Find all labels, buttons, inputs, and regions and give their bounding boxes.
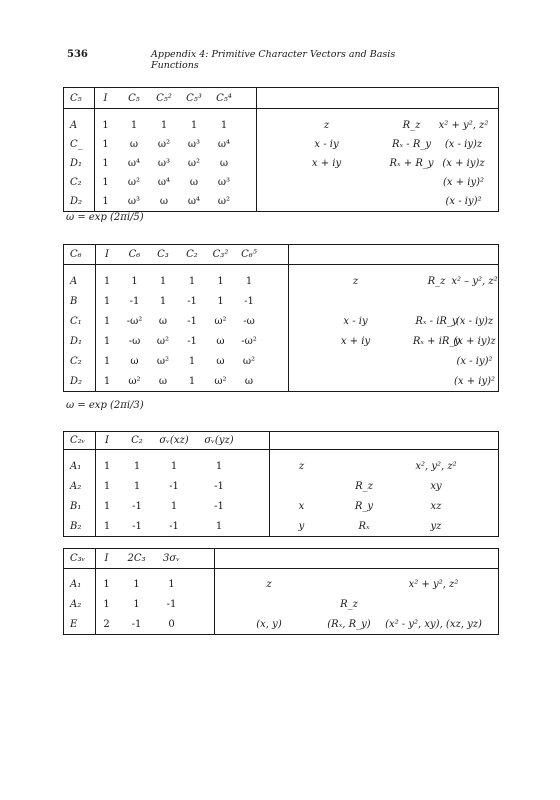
quadratic-function: (x + iy)²	[442, 177, 485, 188]
character-value: 1	[103, 578, 110, 590]
character-value: -1	[131, 618, 142, 630]
character-value: -1	[132, 520, 142, 532]
character-value: ω²	[127, 177, 141, 188]
character-value: 1	[170, 500, 178, 512]
quadratic-function: (x - iy)²	[456, 355, 493, 367]
character-value: -1	[187, 295, 197, 307]
table-row	[64, 496, 498, 516]
group-label: C₆	[70, 249, 82, 260]
quadratic-function: (x - iy)z	[455, 315, 494, 327]
group-label: C₅	[70, 92, 82, 104]
character-value: 1	[217, 295, 224, 307]
table-row	[64, 291, 498, 311]
character-value: -1	[187, 315, 197, 327]
running-title: Appendix 4: Primitive Character Vectors and Basis Functions	[151, 49, 396, 71]
character-value: 1	[103, 295, 111, 307]
quadratic-function: yz	[430, 520, 442, 532]
character-value: ω⁴	[157, 177, 171, 188]
table-row	[64, 614, 498, 634]
linear-function: x + iy	[340, 335, 371, 347]
quadratic-function: x² – y², z²	[451, 275, 498, 287]
irrep-label: C₁	[70, 315, 82, 327]
irrep-label: C₂	[70, 355, 82, 367]
character-value: 1	[103, 275, 111, 287]
character-value: 1	[103, 315, 111, 327]
table-header-row	[64, 432, 498, 450]
character-value: ω³	[127, 196, 141, 207]
quadratic-function	[369, 594, 498, 614]
character-value: ω	[129, 139, 139, 150]
class-header: C₂	[131, 435, 143, 446]
table-row	[64, 456, 498, 476]
character-value: ω	[219, 158, 229, 169]
character-value: 1	[103, 480, 111, 492]
quadratic-function: (x - iy)²	[445, 196, 482, 207]
linear-function	[234, 594, 304, 614]
rotation-function: R_y	[354, 500, 374, 512]
irrep-label: B₂	[70, 520, 82, 532]
page-header	[67, 49, 427, 71]
character-value: ω²	[187, 158, 201, 169]
irrep-label: D₁	[70, 335, 83, 347]
rotation-function: (Rₓ, R_y)	[327, 618, 371, 630]
page-number: 536	[67, 49, 88, 60]
character-value: 1	[133, 598, 140, 610]
table-row	[64, 116, 498, 135]
character-value: ω	[159, 196, 169, 207]
irrep-label: A₂	[70, 480, 82, 492]
class-header: 3σᵥ	[163, 553, 180, 564]
column-divider	[214, 549, 215, 634]
irrep-label: B	[70, 295, 78, 307]
character-value: -ω	[243, 315, 255, 327]
character-value: 1	[190, 120, 198, 131]
rotation-function: R_z	[340, 598, 358, 610]
quadratic-function: (x + iy)z	[442, 158, 485, 169]
character-value: 1	[102, 196, 109, 207]
character-value: -1	[129, 295, 140, 307]
class-header: C₃²	[212, 249, 229, 260]
table-row	[64, 271, 498, 291]
character-value: 0	[168, 618, 175, 630]
quadratic-function: xz	[430, 500, 442, 512]
character-value: -ω	[128, 335, 141, 347]
character-value: -ω²	[126, 315, 143, 327]
table-header-row	[64, 245, 498, 265]
table-row	[64, 173, 498, 192]
character-value: 1	[102, 120, 109, 131]
table-body	[64, 450, 498, 536]
character-value: ω³	[157, 158, 171, 169]
character-value: -1	[169, 480, 179, 492]
character-table	[63, 87, 499, 212]
linear-function: x	[298, 500, 305, 512]
character-value: -ω²	[241, 335, 257, 347]
column-divider	[288, 245, 289, 391]
character-value: 1	[103, 598, 110, 610]
class-header: I	[103, 92, 108, 104]
linear-function: x - iy	[314, 139, 339, 150]
irrep-label: E	[70, 618, 78, 630]
character-value: ω²	[242, 355, 256, 367]
class-header: C₆	[128, 249, 141, 260]
character-value: ω	[216, 355, 225, 367]
character-value: 1	[159, 275, 167, 287]
character-table	[63, 548, 499, 635]
table-header-row	[64, 549, 498, 569]
irrep-label: C_	[70, 139, 83, 150]
character-value: -1	[169, 520, 179, 532]
character-value: ω⁴	[217, 139, 231, 150]
quadratic-function: x² + y², z²	[438, 120, 489, 131]
character-value: 1	[215, 460, 223, 472]
column-divider	[95, 432, 96, 536]
class-header: C₃	[157, 249, 169, 260]
class-header: C₅	[128, 92, 140, 104]
character-value: ω³	[187, 139, 201, 150]
character-value: ω²	[214, 315, 227, 327]
character-value: ω³	[217, 177, 231, 188]
irrep-label: A	[70, 275, 78, 287]
rotation-function: Rₓ + R_y	[389, 158, 434, 169]
table-row	[64, 574, 498, 594]
character-value: 1	[102, 177, 109, 188]
character-value: 1	[133, 480, 141, 492]
character-value: ω	[189, 177, 199, 188]
irrep-label: B₁	[70, 500, 82, 512]
rotation-function: R_z	[355, 480, 373, 492]
irrep-label: D₁	[70, 158, 83, 169]
table-row	[64, 371, 498, 391]
group-label: C₂ᵥ	[70, 435, 86, 446]
quadratic-function: (x² - y², xy), (xz, yz)	[385, 618, 482, 630]
table-footnote: ω = exp (2πi/3)	[66, 400, 144, 411]
character-value: 1	[103, 520, 111, 532]
quadratic-function: (x - iy)z	[444, 139, 483, 150]
table-body	[64, 109, 498, 211]
character-value: ω²	[214, 375, 227, 387]
table-footnote: ω = exp (2πi/5)	[66, 212, 144, 223]
character-value: ω	[130, 355, 139, 367]
quadratic-function: (x + iy)z	[453, 335, 496, 347]
character-value: ω²	[156, 335, 170, 347]
linear-function: y	[298, 520, 305, 532]
table-header-row	[64, 88, 498, 109]
character-value: ω⁴	[127, 158, 141, 169]
rotation-function: R_z	[427, 275, 446, 287]
table-row	[64, 311, 498, 331]
quadratic-function: (x + iy)²	[453, 375, 496, 387]
character-value: 1	[215, 520, 223, 532]
class-header: 2C₃	[127, 553, 146, 564]
character-table	[63, 431, 499, 537]
character-value: 1	[170, 460, 178, 472]
quadratic-function: x² + y², z²	[408, 578, 459, 590]
character-value: 1	[103, 460, 111, 472]
linear-function: z	[352, 275, 359, 287]
table-row	[64, 135, 498, 154]
linear-function	[274, 476, 329, 496]
character-value: -1	[244, 295, 254, 307]
class-header: C₅⁴	[216, 92, 232, 104]
irrep-label: A₁	[70, 578, 82, 590]
character-value: 1	[188, 375, 196, 387]
linear-function: x - iy	[343, 315, 368, 327]
quadratic-function	[451, 291, 498, 311]
irrep-label: D₂	[70, 196, 83, 207]
rotation-function: Rₓ - R_y	[392, 139, 431, 150]
class-header: σᵥ(yz)	[204, 435, 234, 446]
character-value: ω²	[128, 375, 141, 387]
table-row	[64, 192, 498, 211]
character-value: 1	[103, 335, 111, 347]
linear-function	[314, 371, 397, 391]
character-value: -1	[187, 335, 197, 347]
character-value: 1	[217, 275, 224, 287]
table-body	[64, 569, 498, 634]
character-value: 1	[160, 120, 168, 131]
column-divider	[94, 88, 95, 211]
character-value: ω²	[217, 196, 231, 207]
linear-function: z	[298, 460, 305, 472]
character-value: 1	[103, 375, 111, 387]
quadratic-function: xy	[430, 480, 442, 492]
character-value: ω²	[156, 355, 170, 367]
column-divider	[95, 245, 96, 391]
column-divider	[256, 88, 257, 211]
character-value: 1	[102, 158, 109, 169]
linear-function: (x, y)	[256, 618, 282, 630]
character-value: 1	[188, 355, 196, 367]
table-row	[64, 516, 498, 536]
quadratic-function: x², y², z²	[415, 460, 457, 472]
class-header: σᵥ(xz)	[159, 435, 189, 446]
character-value: -1	[214, 480, 224, 492]
table-row	[64, 351, 498, 371]
table-row	[64, 331, 498, 351]
character-value: 1	[103, 355, 111, 367]
column-divider	[269, 432, 270, 536]
linear-function	[284, 192, 369, 211]
linear-function	[314, 351, 397, 371]
character-value: ω²	[157, 139, 171, 150]
linear-function: z	[323, 120, 330, 131]
character-value: -1	[166, 598, 177, 610]
rotation-function: R_z	[402, 120, 421, 131]
table-body	[64, 265, 498, 391]
character-value: ω	[158, 375, 168, 387]
character-value: ω	[244, 375, 254, 387]
class-header: C₆⁵	[241, 249, 257, 260]
irrep-label: C₂	[70, 177, 82, 188]
character-value: -1	[132, 500, 142, 512]
table-row	[64, 476, 498, 496]
character-value: 1	[133, 578, 140, 590]
character-value: -1	[214, 500, 224, 512]
irrep-label: A	[70, 120, 78, 131]
table-row	[64, 154, 498, 173]
character-value: 1	[159, 295, 167, 307]
character-value: ω	[158, 315, 168, 327]
column-divider	[95, 549, 96, 634]
linear-function	[314, 291, 397, 311]
character-value: 1	[103, 500, 111, 512]
class-header: C₅³	[186, 92, 202, 104]
character-value: 1	[220, 120, 228, 131]
character-value: ω	[216, 335, 225, 347]
class-header: C₅²	[156, 92, 172, 104]
rotation-function: Rₓ	[358, 520, 370, 532]
class-header: I	[105, 435, 109, 446]
character-value: ω⁴	[187, 196, 201, 207]
group-label: C₃ᵥ	[70, 553, 86, 564]
irrep-label: D₂	[70, 375, 83, 387]
rotation-function: Rₓ + iR_y	[412, 335, 461, 347]
character-value: 1	[245, 275, 253, 287]
character-table	[63, 244, 499, 392]
character-value: 1	[168, 578, 175, 590]
character-value: 1	[188, 275, 196, 287]
linear-function: x + iy	[311, 158, 342, 169]
character-value: 1	[102, 139, 109, 150]
class-header: I	[104, 553, 109, 564]
linear-function	[284, 173, 369, 192]
character-value: 1	[131, 275, 138, 287]
table-row	[64, 594, 498, 614]
rotation-function: Rₓ - iR_y	[415, 315, 458, 327]
irrep-label: A₁	[70, 460, 82, 472]
irrep-label: A₂	[70, 598, 82, 610]
character-value: 1	[133, 460, 141, 472]
class-header: I	[105, 249, 109, 260]
character-value: 1	[130, 120, 138, 131]
class-header: C₂	[186, 249, 198, 260]
character-value: 2	[103, 618, 110, 630]
linear-function: z	[266, 578, 272, 590]
